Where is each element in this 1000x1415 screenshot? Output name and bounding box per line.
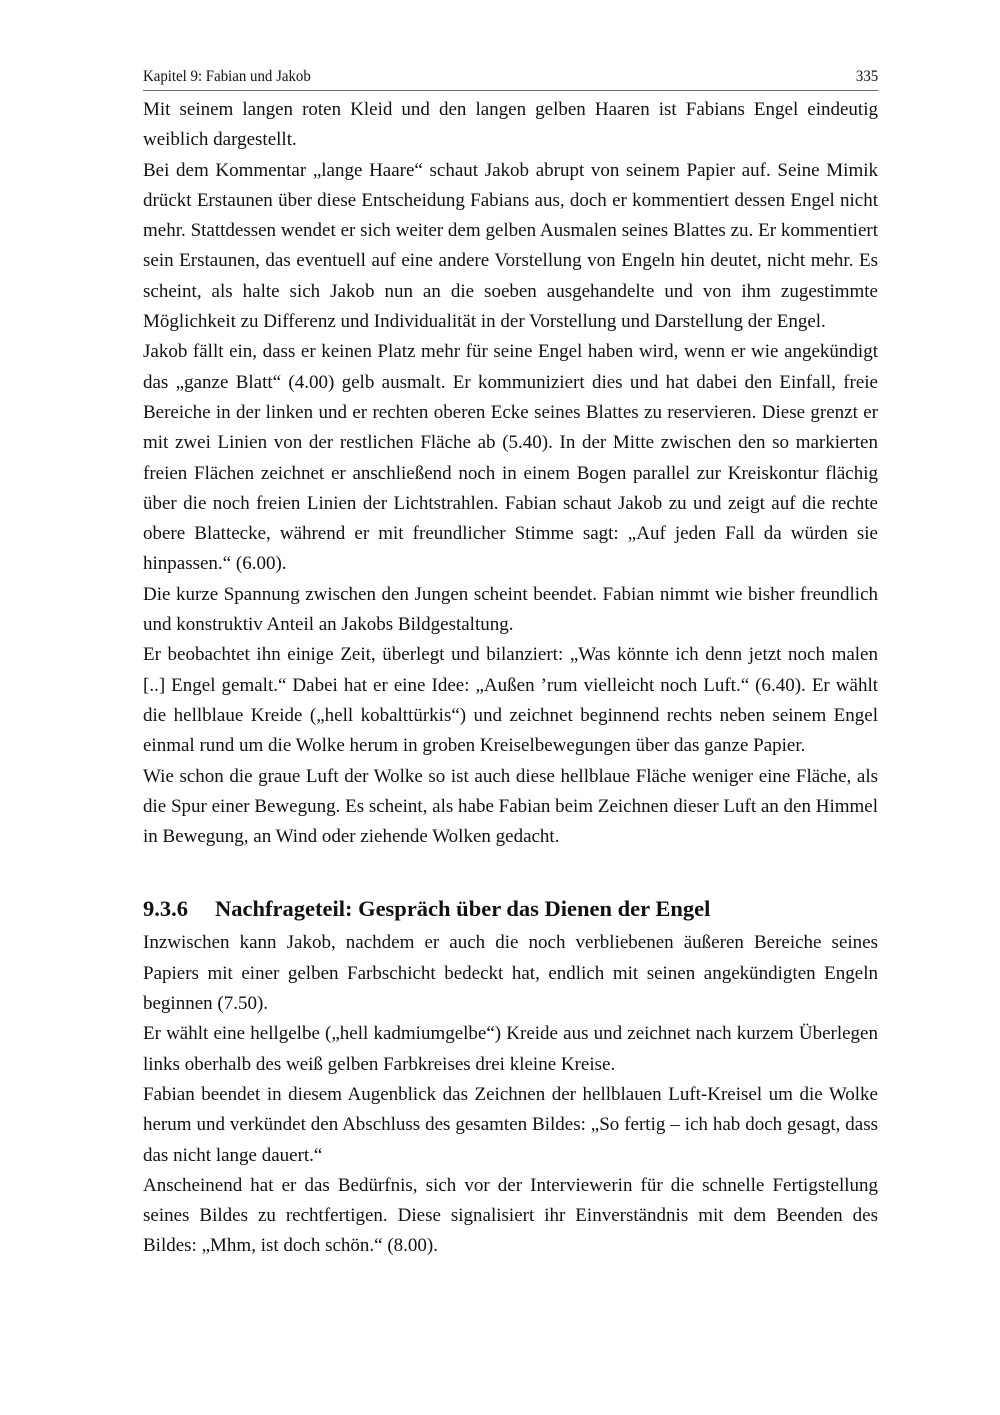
body-text <box>143 95 878 1262</box>
section-heading <box>143 894 878 924</box>
paragraph: Wie schon die graue Luft der Wolke so ist auch diese hellblaue Fläche weniger eine Fläche, als die Spur einer Bewegung. Es scheint, als habe Fabian beim Zeichnen dieser Luft an den Himmel in Bewegung, an Wind oder ziehende Wolken gedacht. <box>143 765 878 848</box>
paragraph: Inzwischen kann Jakob, nachdem er auch die noch verbliebenen äußeren Bereiche seines Papiers mit einer gelben Farbschicht bedeckt hat, endlich mit seinen angekündigten Engeln beginnen (7.50). <box>143 932 878 1015</box>
page-number: 335 <box>855 68 879 85</box>
running-header <box>143 66 878 91</box>
chapter-title: Kapitel 9: Fabian und Jakob <box>143 68 311 85</box>
paragraph: Jakob fällt ein, dass er keinen Platz mehr für seine Engel haben wird, wenn er wie angekündigt das „ganze Blatt“ (4.00) gelb ausmalt. Er kommuniziert dies und hat dabei den Einfall, freie Bereiche in der linken und er rechten oberen Ecke seines Blattes zu reservieren. Diese grenzt er mit zwei Linien von der restlichen Fläche ab (5.40). In der Mitte zwischen den so markierten freien Flächen zeichnet er anschließend noch in einem Bogen parallel zur Kreiskontur flächig über die noch freien Linien der Lichtstrahlen. Fabian schaut Jakob zu und zeigt auf die rechte obere Blattecke, während er mit freundlicher Stimme sagt: „Auf jeden Fall da würden sie hinpassen.“ (6.00). <box>143 341 878 575</box>
paragraph: Fabian beendet in diesem Augenblick das Zeichnen der hellblauen Luft-Kreisel um die Wolke herum und verkündet den Abschluss des gesamten Bildes: „So fertig – ich hab doch gesagt, dass das nicht lange dauert.“ <box>143 1083 878 1166</box>
paragraph: Er beobachtet ihn einige Zeit, überlegt und bilanziert: „Was könnte ich denn jetzt noch malen [..] Engel gemalt.“ Dabei hat er eine Idee: „Außen ’rum vielleicht noch Luft.“ (6.40). Er wählt die hellblaue Kreide („hell kobalttürkis“) und zeichnet beginnend rechts neben seinem Engel einmal rund um die Wolke herum in groben Kreiselbewegungen über das ganze Papier. <box>143 644 878 757</box>
section-title: Nachfrageteil: Gespräch über das Dienen der Engel <box>215 896 711 922</box>
paragraph: Mit seinem langen roten Kleid und den langen gelben Haaren ist Fabians Engel eindeutig weiblich dargestellt. <box>143 99 878 151</box>
document-page <box>143 66 878 1262</box>
section-number: 9.3.6 <box>143 896 188 922</box>
paragraph: Er wählt eine hellgelbe („hell kadmiumgelbe“) Kreide aus und zeichnet nach kurzem Überlegen links oberhalb des weiß gelben Farbkreises drei kleine Kreise. <box>143 1023 878 1075</box>
paragraph: Die kurze Spannung zwischen den Jungen scheint beendet. Fabian nimmt wie bisher freundlich und konstruktiv Anteil an Jakobs Bildgestaltung. <box>143 583 878 636</box>
paragraph: Bei dem Kommentar „lange Haare“ schaut Jakob abrupt von seinem Papier auf. Seine Mimik drückt Erstaunen über diese Entscheidung Fabians aus, doch er kommentiert dessen Engel nicht mehr. Stattdessen wendet er sich weiter dem gelben Ausmalen seines Blattes zu. Er kommentiert sein Erstaunen, das eventuell auf eine andere Vorstellung von Engeln hin deutet, nicht mehr. Es scheint, als halte sich Jakob nun an die soeben ausgehandelte und von ihm zugestimmte Möglichkeit zu Differenz und Individualität in der Vorstellung und Darstellung der Engel. <box>143 159 878 333</box>
paragraph: Anscheinend hat er das Bedürfnis, sich vor der Interviewerin für die schnelle Fertigstellung seines Bildes zu rechtfertigen. Diese signalisiert ihr Einverständnis mit dem Beenden des Bildes: „Mhm, ist doch schön.“ (8.00). <box>143 1174 878 1257</box>
